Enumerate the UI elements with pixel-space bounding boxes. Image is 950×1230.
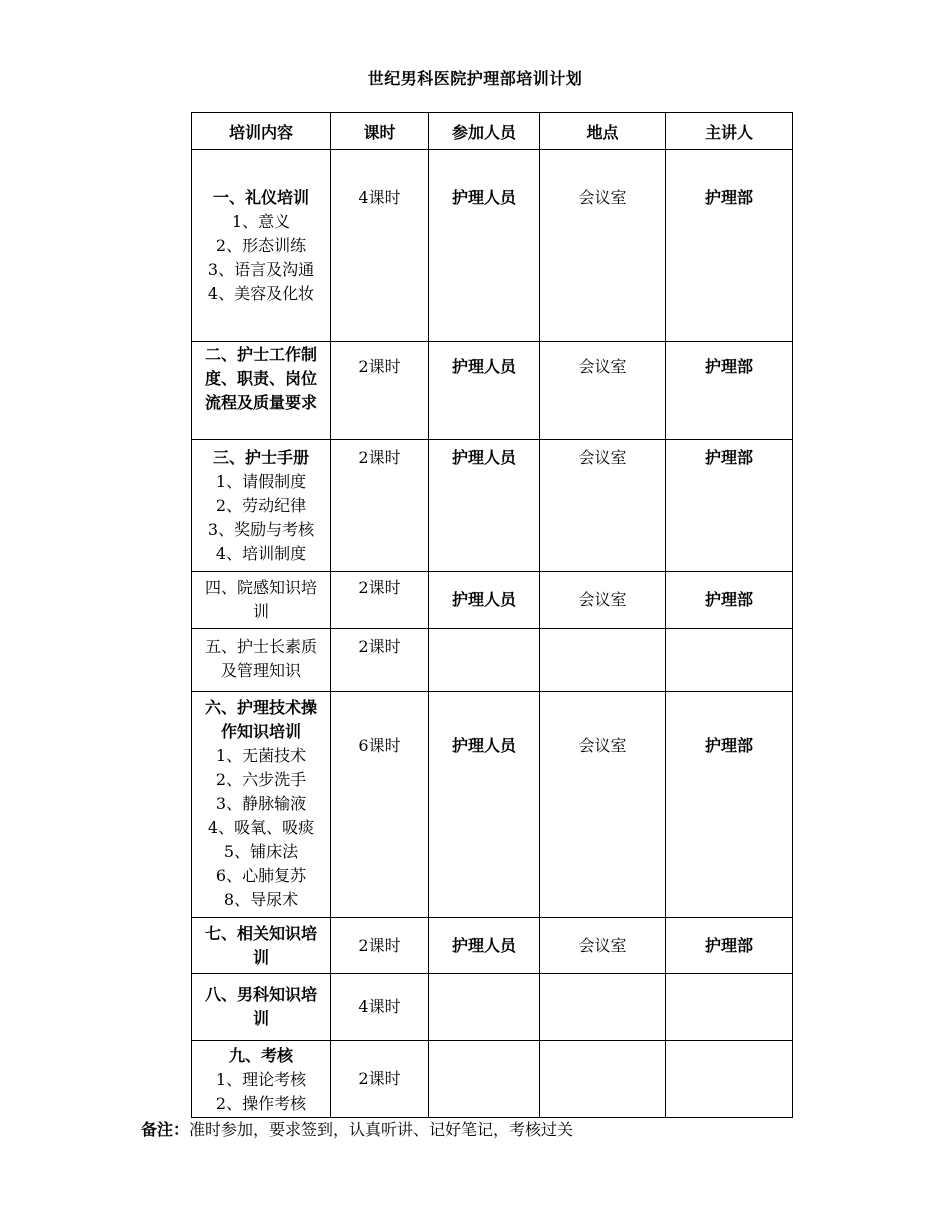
participants-cell [429,629,540,692]
table-row [192,692,793,918]
table-header-row [192,113,793,150]
hours-cell: 4课时 [331,150,429,342]
content-item: 1、无菌技术 [215,746,307,765]
content-title: 二、护士工作制度、职责、岗位流程及质量要求 [204,345,317,412]
location-cell [540,974,666,1041]
content-cell [192,572,331,629]
content-cell [192,150,331,342]
location-cell: 会议室 [540,150,666,342]
lecturer-cell: 护理部 [666,440,793,572]
content-item: 6、心肺复苏 [215,866,307,885]
hours-cell: 2课时 [331,1041,429,1118]
footnote-label: 备注： [141,1120,190,1139]
participants-cell: 护理人员 [429,342,540,440]
table-row [192,572,793,629]
location-cell [540,1041,666,1118]
lecturer-cell: 护理部 [666,692,793,918]
table-row [192,150,793,342]
location-cell [540,629,666,692]
lecturer-cell: 护理部 [666,918,793,974]
training-plan-table [191,112,793,1118]
content-item: 4、美容及化妆 [207,284,315,303]
table-row [192,918,793,974]
content-title: 三、护士手册 [212,448,309,467]
content-item: 2、劳动纪律 [215,496,307,515]
participants-cell: 护理人员 [429,572,540,629]
lecturer-cell: 护理部 [666,150,793,342]
hours-cell: 2课时 [331,918,429,974]
content-item: 1、意义 [231,212,291,231]
content-title: 五、护士长素质及管理知识 [204,637,317,680]
hours-cell: 2课时 [331,342,429,440]
header-hours: 课时 [331,113,429,150]
participants-cell [429,1041,540,1118]
content-item: 3、静脉输液 [215,794,307,813]
content-item: 8、导尿术 [223,890,299,909]
location-cell: 会议室 [540,440,666,572]
content-cell [192,342,331,440]
table-row [192,974,793,1041]
header-lecturer: 主讲人 [666,113,793,150]
hours-cell: 2课时 [331,629,429,692]
content-cell [192,692,331,918]
content-item: 3、奖励与考核 [207,520,315,539]
content-item: 5、铺床法 [223,842,299,861]
header-content: 培训内容 [192,113,331,150]
content-item: 1、理论考核 [215,1070,307,1089]
participants-cell [429,974,540,1041]
lecturer-cell [666,629,793,692]
participants-cell: 护理人员 [429,692,540,918]
hours-cell: 6课时 [331,692,429,918]
content-title: 七、相关知识培训 [204,924,317,967]
participants-cell: 护理人员 [429,918,540,974]
table-row [192,342,793,440]
content-title: 一、礼仪培训 [212,188,309,207]
lecturer-cell [666,974,793,1041]
location-cell: 会议室 [540,692,666,918]
content-title: 四、院感知识培训 [204,578,317,621]
hours-cell: 4课时 [331,974,429,1041]
location-cell: 会议室 [540,572,666,629]
content-cell [192,918,331,974]
content-cell [192,1041,331,1118]
lecturer-cell: 护理部 [666,572,793,629]
participants-cell: 护理人员 [429,150,540,342]
content-title: 六、护理技术操作知识培训 [204,698,317,741]
participants-cell: 护理人员 [429,440,540,572]
lecturer-cell [666,1041,793,1118]
header-participants: 参加人员 [429,113,540,150]
document-title: 世纪男科医院护理部培训计划 [367,69,583,88]
hours-cell: 2课时 [331,572,429,629]
hours-cell: 2课时 [331,440,429,572]
location-cell: 会议室 [540,342,666,440]
content-item: 3、语言及沟通 [207,260,315,279]
footnote [141,1118,573,1142]
content-cell [192,440,331,572]
content-cell [192,974,331,1041]
table-row [192,440,793,572]
footnote-text: 准时参加，要求签到，认真听讲、记好笔记，考核过关 [189,1120,574,1139]
header-location: 地点 [540,113,666,150]
content-title: 八、男科知识培训 [204,985,317,1028]
content-item: 1、请假制度 [215,472,307,491]
content-item: 4、吸氧、吸痰 [207,818,315,837]
content-item: 2、六步洗手 [215,770,307,789]
location-cell: 会议室 [540,918,666,974]
content-item: 2、形态训练 [215,236,307,255]
content-item: 2、操作考核 [215,1094,307,1113]
lecturer-cell: 护理部 [666,342,793,440]
content-item: 4、培训制度 [215,544,307,563]
content-cell [192,629,331,692]
table-row [192,1041,793,1118]
content-title: 九、考核 [228,1046,293,1065]
table-row [192,629,793,692]
